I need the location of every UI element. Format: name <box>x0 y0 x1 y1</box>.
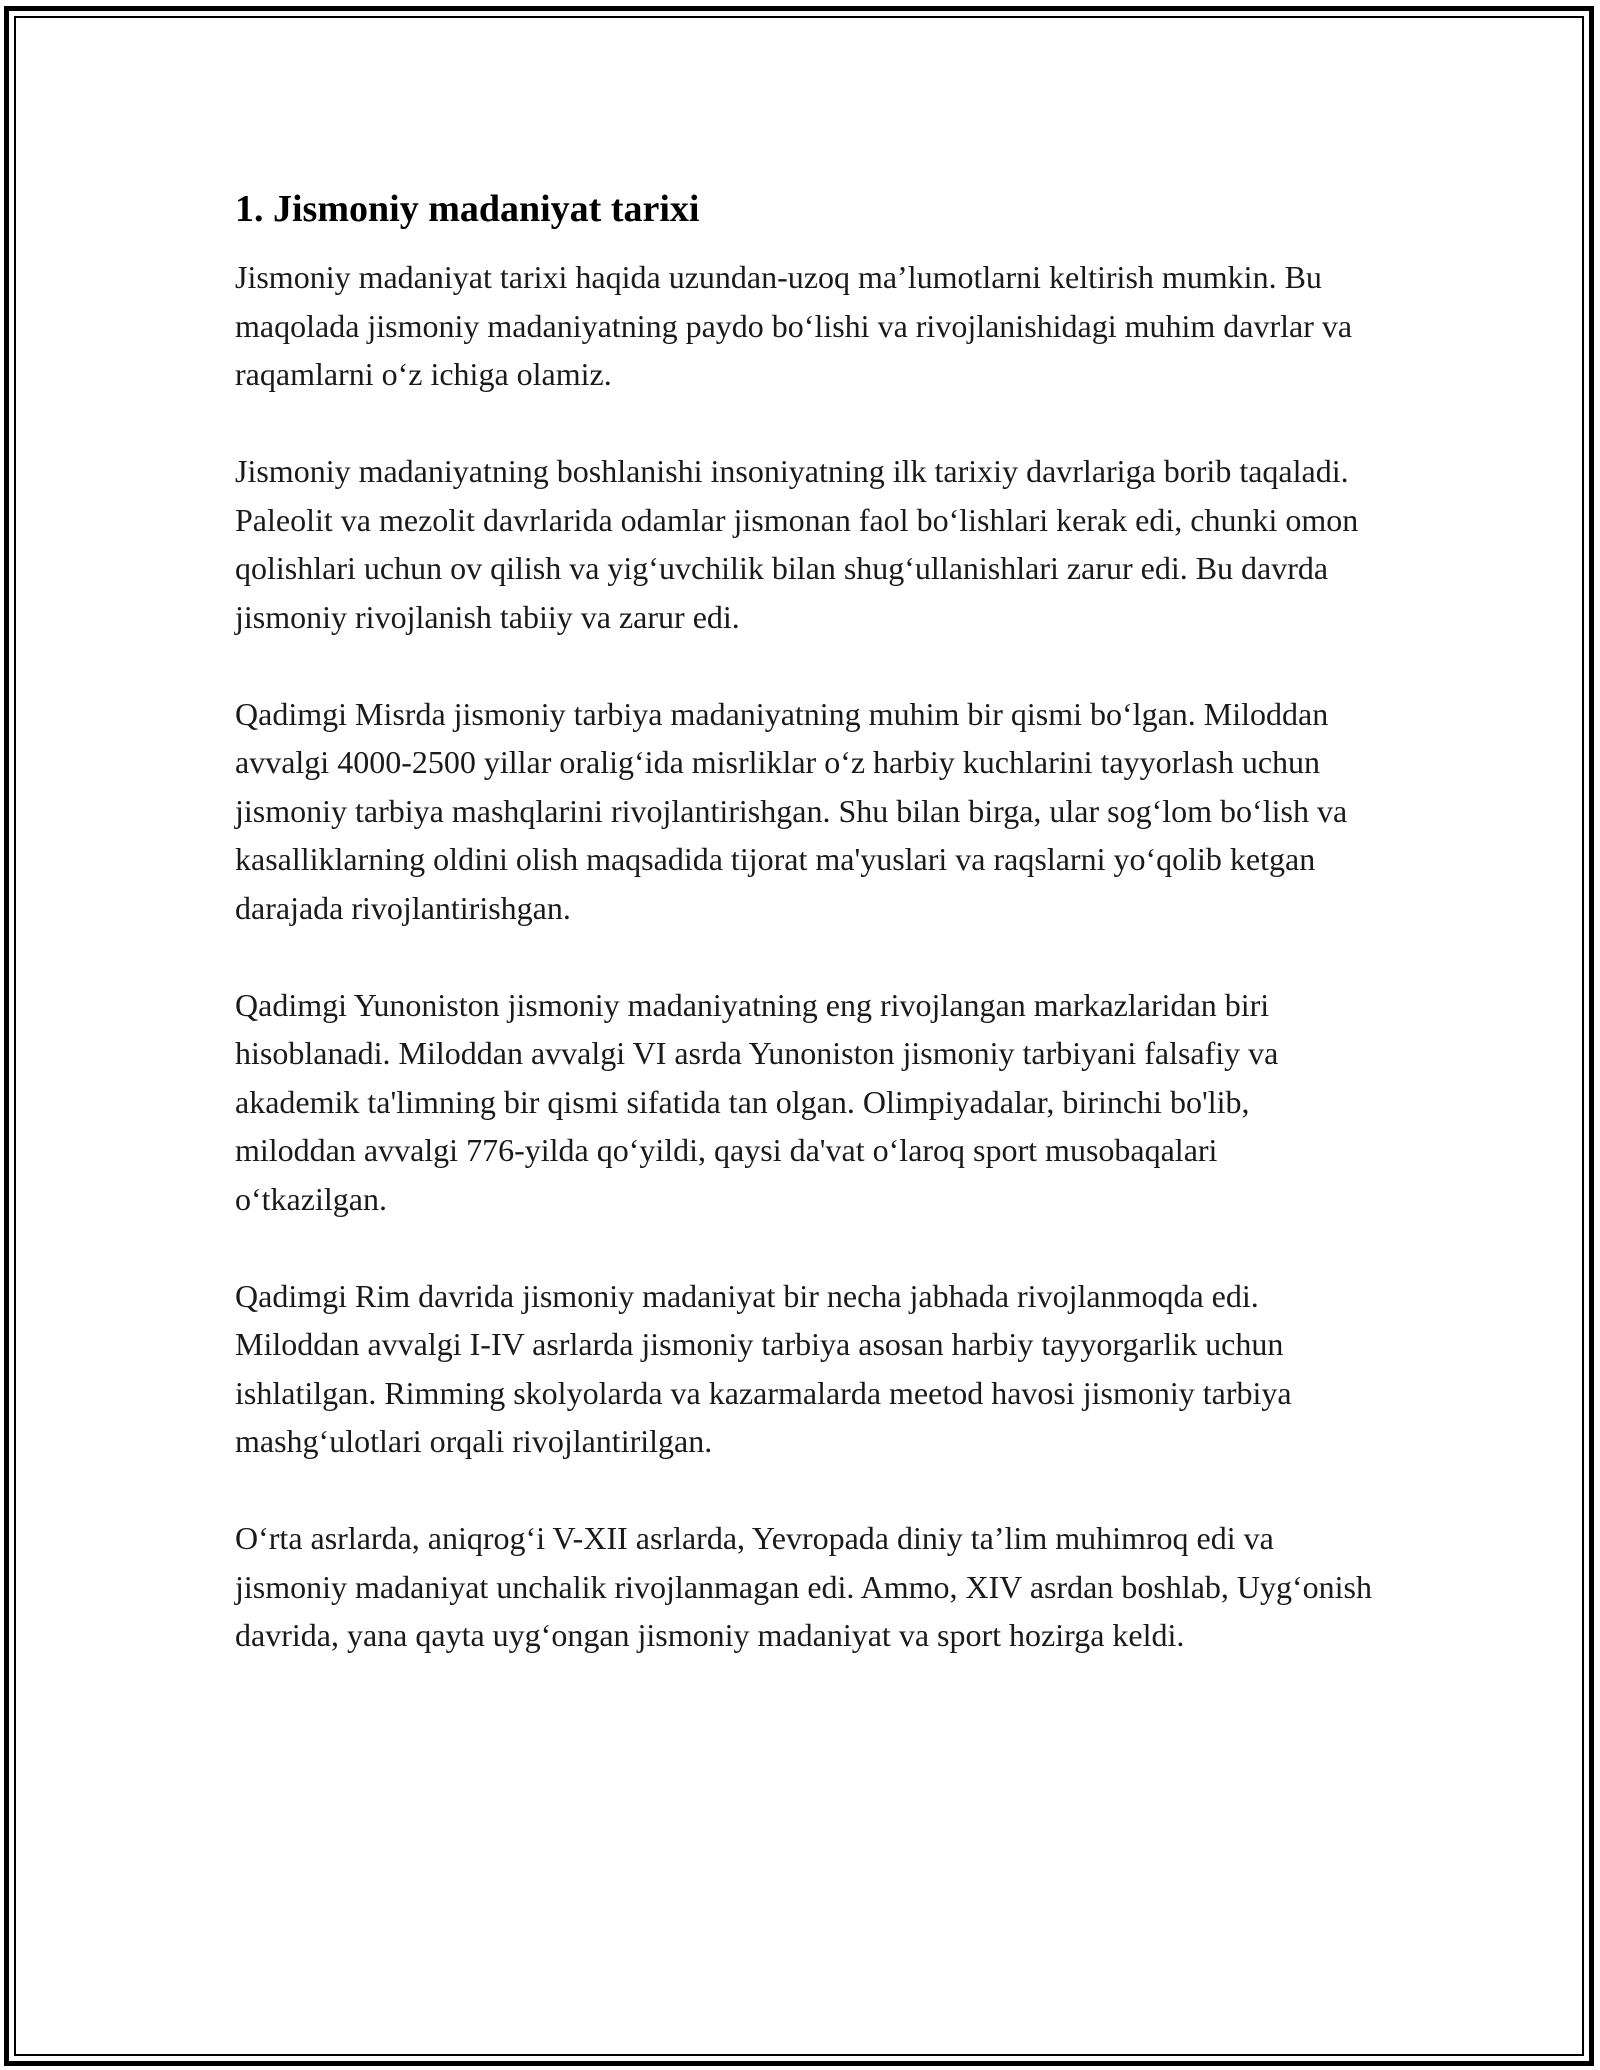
paragraph-ancient-egypt: Qadimgi Misrda jismoniy tarbiya madaniyatning muhim bir qismi bo‘lgan. Miloddan avvalgi 4000-2500 yillar oralig‘ida misrliklar o‘z harbiy kuchlarini tayyorlash uchun jismoniy tarbiya mashqlarini rivojlantirishgan. Shu bilan birga, ular sog‘lom bo‘lish va kasalliklarning oldini olish maqsadida tijorat ma'yuslari va raqslarni yo‘qolib ketgan darajada rivojlantirishgan. <box>235 695 1348 926</box>
paragraph-ancient-greece: Qadimgi Yunoniston jismoniy madaniyatning eng rivojlangan markazlaridan biri hisoblanadi. Miloddan avvalgi VI asrda Yunoniston jismoniy tarbiyani falsafiy va akademik ta'limning bir qismi sifatida tan olgan. Olimpiyadalar, birinchi bo'lib, miloddan avvalgi 776-yilda qo‘yildi, qaysi da'vat o‘laroq sport musobaqalari o‘tkazilgan. <box>235 986 1279 1217</box>
paragraph-intro: Jismoniy madaniyat tarixi haqida uzundan-uzoq ma’lumotlarni keltirish mumkin. Bu maqolada jismoniy madaniyatning paydo bo‘lishi va rivojlanishidagi muhim davrlar va raqamlarni o‘z ichiga olamiz. <box>235 259 1353 392</box>
paragraph-middle-ages: O‘rta asrlarda, aniqrog‘i V-XII asrlarda, Yevropada diniy ta’lim muhimroq edi va jismoniy madaniyat unchalik rivojlanmagan edi. Ammo, XIV asrdan boshlab, Uyg‘onish davrida, yana qayta uyg‘ongan jismoniy madaniyat va sport hozirga keldi. <box>235 1520 1372 1653</box>
section-heading: 1. Jismoniy madaniyat tarixi <box>235 188 700 230</box>
document-body <box>235 185 1375 1660</box>
paragraph-ancient-rome: Qadimgi Rim davrida jismoniy madaniyat bir necha jabhada rivojlanmoqda edi. Miloddan avvalgi I-IV asrlarda jismoniy tarbiya asosan harbiy tayyorgarlik uchun ishlatilgan. Rimming skolyolarda va kazarmalarda meetod havosi jismoniy tarbiya mashg‘ulotlari orqali rivojlantirilgan. <box>235 1277 1292 1459</box>
paragraph-prehistory: Jismoniy madaniyatning boshlanishi insoniyatning ilk tarixiy davrlariga borib taqaladi. Paleolit va mezolit davrlarida odamlar jismonan faol bo‘lishlari kerak edi, chunki omon qolishlari uchun ov qilish va yig‘uvchilik bilan shug‘ullanishlari zarur edi. Bu davrda jismoniy rivojlanish tabiiy va zarur edi. <box>235 453 1359 635</box>
